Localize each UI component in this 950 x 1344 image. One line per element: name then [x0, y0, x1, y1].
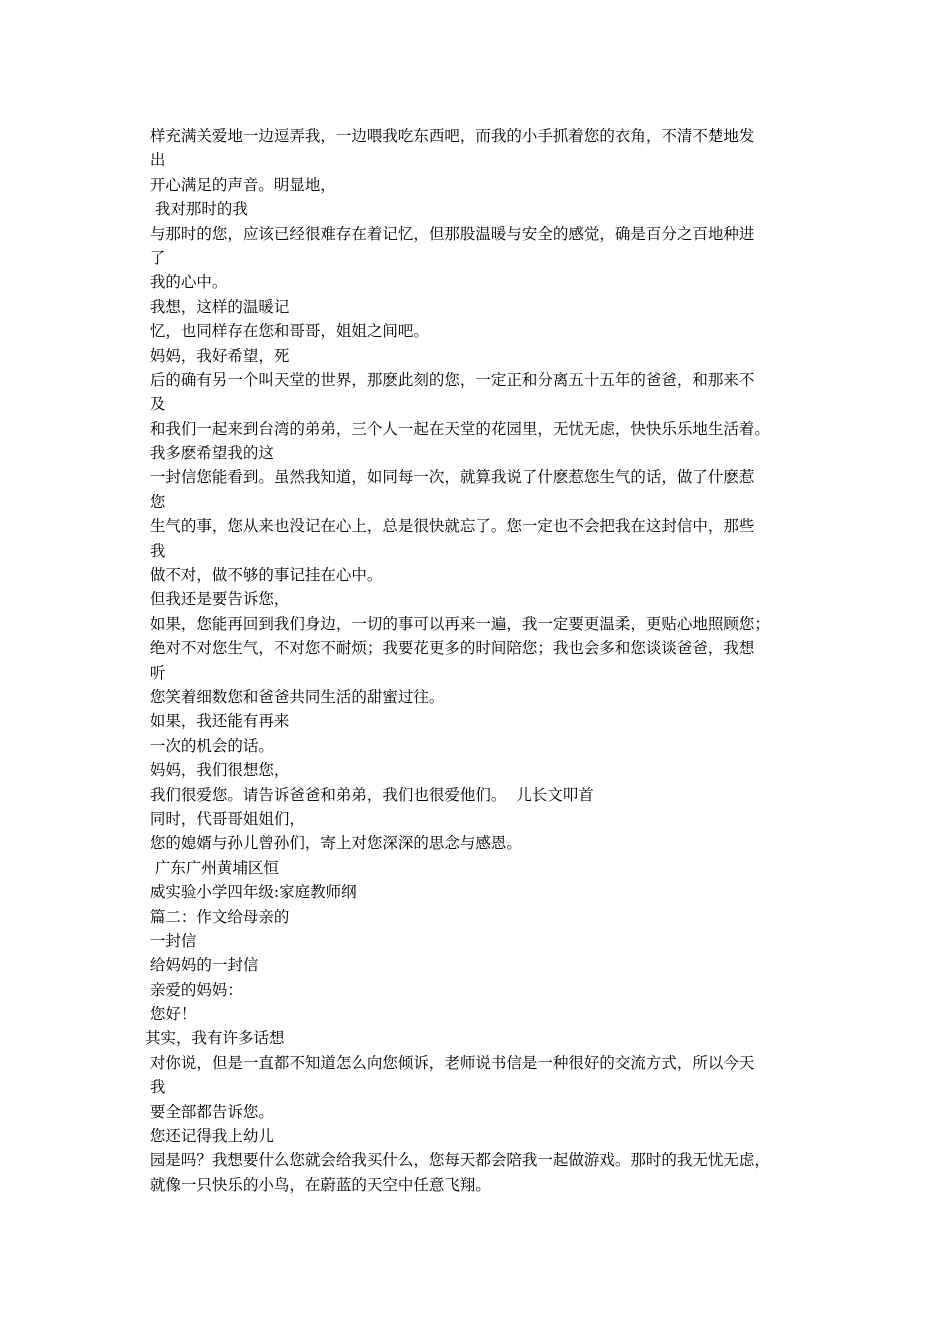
text-line: 我想，这样的温暖记	[145, 297, 290, 316]
text-line: 广东广州黄埔区恒	[145, 858, 279, 877]
text-line: 妈妈，我们很想您，	[145, 761, 290, 780]
text-line: 就像一只快乐的小鸟，在蔚蓝的天空中任意飞翔。	[145, 1175, 491, 1194]
text-line: 我对那时的我	[145, 200, 248, 219]
text-line: 妈妈，我好希望，死	[145, 346, 290, 365]
text-line: 您还记得我上幼儿	[145, 1127, 274, 1146]
text-line: 其实，我有许多话想	[145, 1029, 285, 1048]
text-line: 如果，您能再回到我们身边，一切的事可以再来一遍，我一定要更温柔，更贴心地照顾您；	[145, 614, 770, 633]
text-line: 生气的事，您从来也没记在心上，总是很快就忘了。您一定也不会把我在这封信中，那些	[145, 517, 755, 536]
text-line: 亲爱的妈妈：	[145, 980, 243, 999]
text-line: 如果，我还能有再来	[145, 712, 290, 731]
text-line: 我们很爱您。请告诉爸爸和弟弟，我们也很爱他们。 儿长文叩首	[145, 785, 594, 804]
text-line: 我	[145, 541, 166, 560]
text-line: 一次的机会的话。	[145, 736, 274, 755]
text-line: 篇二：作文给母亲的	[145, 907, 290, 926]
text-line: 对你说，但是一直都不知道怎么向您倾诉，老师说书信是一种很好的交流方式，所以今天	[145, 1053, 755, 1072]
text-line: 给妈妈的一封信	[145, 956, 259, 975]
text-line: 但我还是要告诉您，	[145, 590, 290, 609]
text-line: 样充满关爱地一边逗弄我，一边喂我吃东西吧，而我的小手抓着您的衣角，不清不楚地发	[145, 127, 755, 145]
text-line: 我的心中。	[145, 273, 228, 292]
text-line: 您的媳婿与孙儿曾孙们，寄上对您深深的思念与感恩。	[145, 834, 522, 853]
text-line: 及	[145, 395, 166, 414]
text-line: 一封信您能看到。虽然我知道，如同每一次，就算我说了什麽惹您生气的话，做了什麽惹	[145, 468, 755, 487]
text-line: 一封信	[145, 931, 197, 950]
letter-body	[145, 124, 815, 1197]
text-line: 您笑着细数您和爸爸共同生活的甜蜜过往。	[145, 687, 445, 706]
text-line: 我	[145, 1078, 166, 1097]
text-line: 要全部都告诉您。	[145, 1102, 274, 1121]
text-line: 听	[145, 663, 166, 682]
text-line: 我多麽希望我的这	[145, 444, 274, 463]
text-line: 开心满足的声音。明显地，	[145, 175, 336, 194]
text-line: 忆，也同样存在您和哥哥，姐姐之间吧。	[145, 322, 429, 341]
text-line: 您好！	[145, 1005, 197, 1024]
text-line: 您	[145, 492, 166, 511]
text-line: 绝对不对您生气，不对您不耐烦；我要花更多的时间陪您；我也会多和您谈谈爸爸，我想	[145, 639, 755, 658]
text-line: 同时，代哥哥姐姐们，	[145, 809, 305, 828]
text-line: 威实验小学四年级:家庭教师纲	[145, 883, 357, 902]
text-line: 出	[145, 151, 166, 170]
text-line: 做不对，做不够的事记挂在心中。	[145, 566, 383, 585]
text-line: 和我们一起来到台湾的弟弟，三个人一起在天堂的花园里，无忧无虑，快快乐乐地生活着。	[145, 419, 770, 438]
text-line: 了	[145, 248, 166, 267]
text-line: 园是吗？我想要什么您就会给我买什么，您每天都会陪我一起做游戏。那时的我无忧无虑，	[145, 1151, 770, 1170]
text-line: 与那时的您，应该已经很难存在着记忆，但那股温暖与安全的感觉，确是百分之百地种进	[145, 224, 755, 243]
text-line: 后的确有另一个叫天堂的世界，那麽此刻的您，一定正和分离五十五年的爸爸，和那来不	[145, 370, 755, 389]
